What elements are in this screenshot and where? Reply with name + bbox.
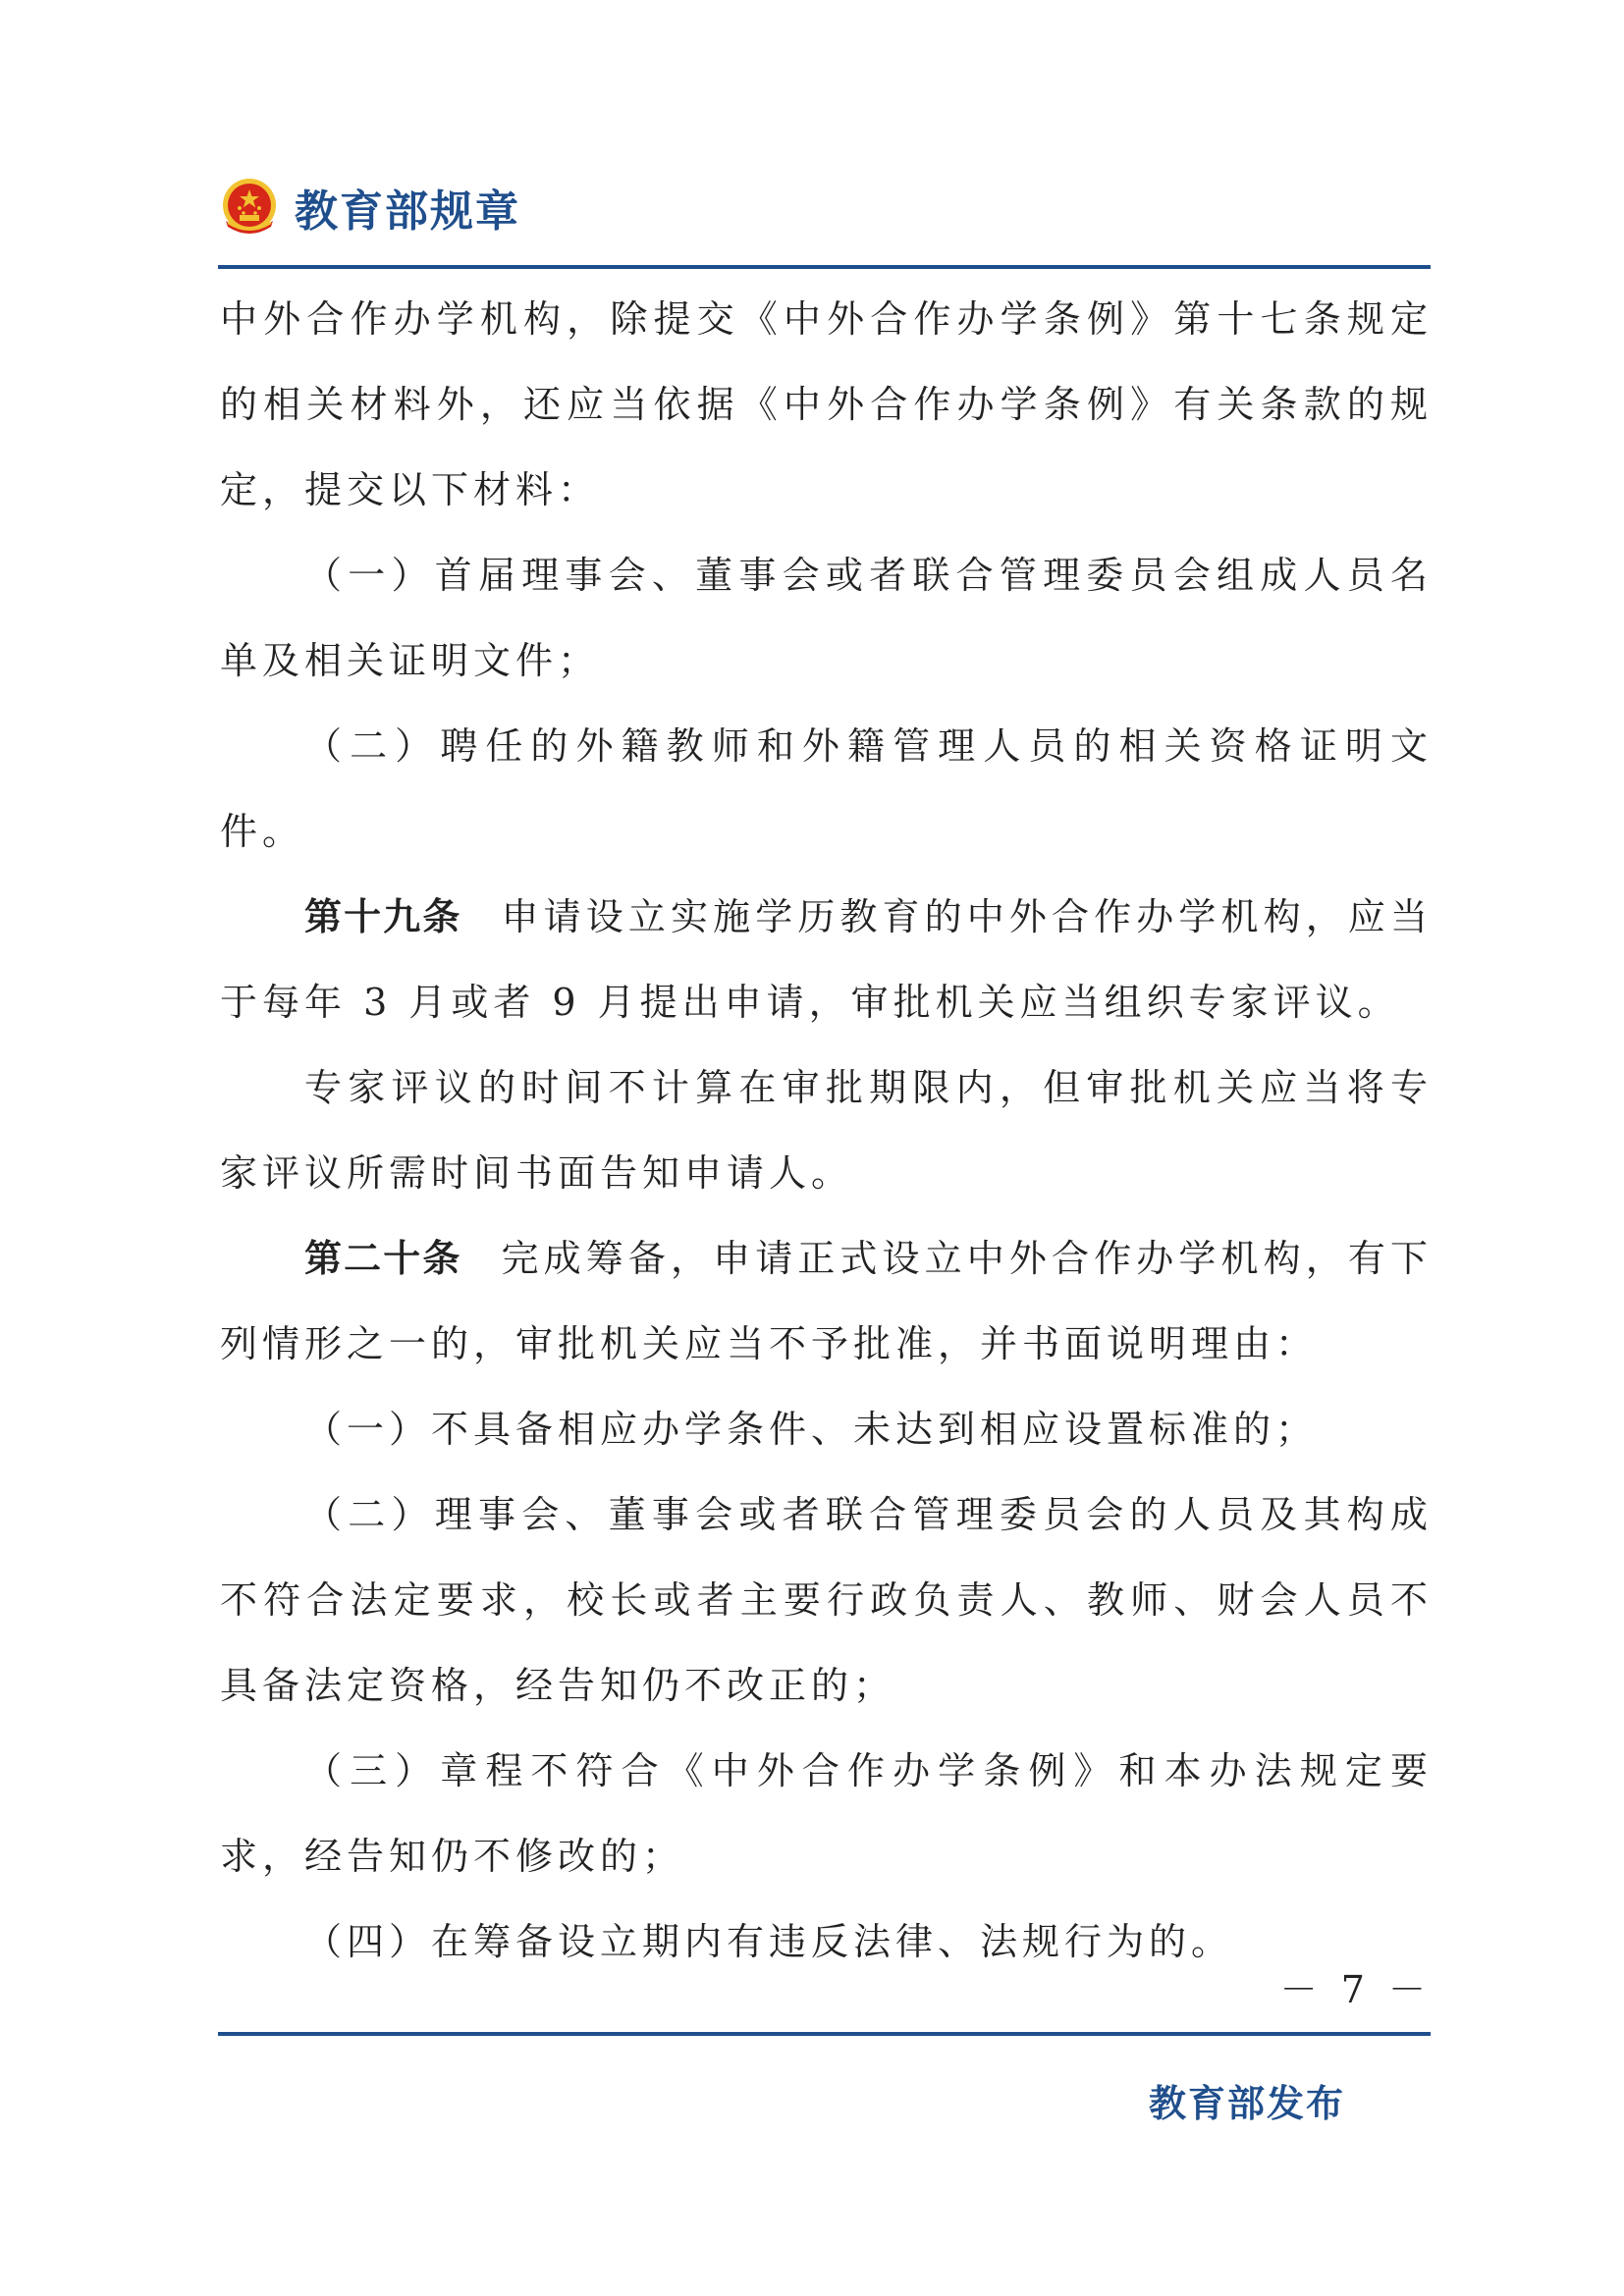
national-emblem-icon xyxy=(218,176,281,239)
list-item-1: （一）首届理事会、董事会或者联合管理委员会组成人员名单及相关证明文件； xyxy=(220,554,1433,682)
paragraph-continuation: 中外合作办学机构，除提交《中外合作办学条例》第十七条规定的相关材料外，还应当依据《中外合作办学条例》有关条款的规定，提交以下材料： xyxy=(220,297,1433,511)
article-19 xyxy=(220,875,1433,1045)
page-number: － 7 － xyxy=(1279,1968,1432,2011)
document-body xyxy=(220,277,1433,1985)
condition-item-1: （一）不具备相应办学条件、未达到相应设置标准的； xyxy=(304,1408,1319,1451)
article-20 xyxy=(220,1216,1433,1387)
list-item-2: （二）聘任的外籍教师和外籍管理人员的相关资格证明文件。 xyxy=(220,724,1433,853)
article-20-text: 完成筹备，申请正式设立中外合作办学机构，有下列情形之一的，审批机关应当不予批准，并书面说明理由： xyxy=(220,1237,1433,1365)
header-divider xyxy=(218,265,1431,269)
condition-item-2: （二）理事会、董事会或者联合管理委员会的人员及其构成不符合法定要求，校长或者主要行政负责人、教师、财会人员不具备法定资格，经告知仍不改正的； xyxy=(220,1493,1433,1707)
condition-item-3: （三）章程不符合《中外合作办学条例》和本办法规定要求，经告知仍不修改的； xyxy=(220,1749,1433,1878)
article-20-label: 第二十条 xyxy=(304,1237,462,1280)
condition-item-4: （四）在筹备设立期内有违反法律、法规行为的。 xyxy=(304,1920,1234,1963)
header-title: 教育部规章 xyxy=(295,187,520,237)
article-19-text: 申请设立实施学历教育的中外合作办学机构，应当于每年 3 月或者 9 月提出申请，审批机关应当组织专家评议。 xyxy=(220,895,1433,1024)
article-19-label: 第十九条 xyxy=(304,895,462,938)
page-header xyxy=(218,173,520,241)
footer-divider xyxy=(218,2032,1431,2036)
paragraph-expert-review: 专家评议的时间不计算在审批期限内，但审批机关应当将专家评议所需时间书面告知申请人。 xyxy=(220,1066,1433,1195)
footer-publisher: 教育部发布 xyxy=(1149,2082,1346,2125)
